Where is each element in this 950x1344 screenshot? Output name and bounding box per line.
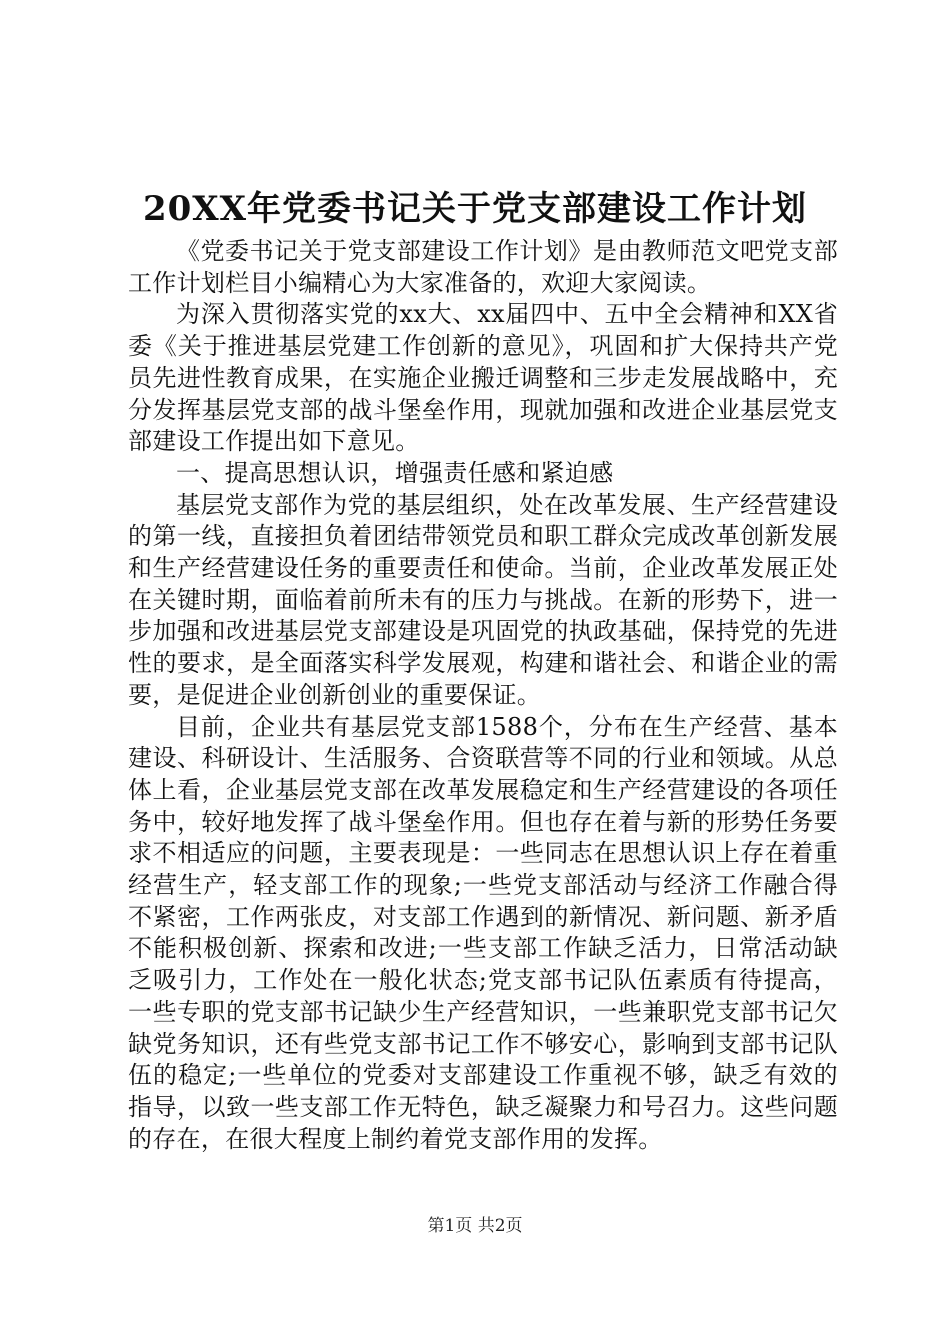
body-paragraph: 目前，企业共有基层党支部1588个，分布在生产经营、基本建设、科研设计、生活服务、合资联营等不同的行业和领域。从总体上看，企业基层党支部在改革发展稳定和生产经营建设的各项任务中，较好地发挥了战斗堡垒作用。但也存在着与新的形势任务要求不相适应的问题，主要表现是：一些同志在思想认识上存在着重经营生产，轻支部工作的现象;一些党支部活动与经济工作融合得不紧密，工作两张皮，对支部工作遇到的新情况、新问题、新矛盾不能积极创新、探索和改进;一些支部工作缺乏活力，日常活动缺乏吸引力，工作处在一般化状态;党支部书记队伍素质有待提高，一些专职的党支部书记缺少生产经营知识，一些兼职党支部书记欠缺党务知识，还有些党支部书记工作不够安心，影响到支部书记队伍的稳定;一些单位的党委对支部建设工作重视不够，缺乏有效的指导，以致一些支部工作无特色，缺乏凝聚力和号召力。这些问题的存在，在很大程度上制约着党支部作用的发挥。 — [128, 712, 838, 1153]
document-body — [128, 236, 838, 1155]
section-heading: 一、提高思想认识，增强责任感和紧迫感 — [176, 458, 614, 487]
purpose-paragraph: 为深入贯彻落实党的xx大、xx届四中、五中全会精神和XX省委《关于推进基层党建工作创新的意见》，巩固和扩大保持共产党员先进性教育成果，在实施企业搬迁调整和三步走发展战略中，充分发挥基层党支部的战斗堡垒作用，现就加强和改进企业基层党支部建设工作提出如下意见。 — [128, 300, 838, 456]
intro-paragraph: 《党委书记关于党支部建设工作计划》是由教师范文吧党支部工作计划栏目小编精心为大家准备的，欢迎大家阅读。 — [128, 237, 838, 297]
body-paragraph: 基层党支部作为党的基层组织，处在改革发展、生产经营建设的第一线，直接担负着团结带领党员和职工群众完成改革创新发展和生产经营建设任务的重要责任和使命。当前，企业改革发展正处在关键时期，面临着前所未有的压力与挑战。在新的形势下，进一步加强和改进基层党支部建设是巩固党的执政基础，保持党的先进性的要求，是全面落实科学发展观，构建和谐社会、和谐企业的需要，是促进企业创新创业的重要保证。 — [128, 490, 838, 709]
document-title: 20XX年党委书记关于党支部建设工作计划 — [142, 189, 808, 229]
page-number-footer: 第1页 共2页 — [427, 1216, 523, 1236]
